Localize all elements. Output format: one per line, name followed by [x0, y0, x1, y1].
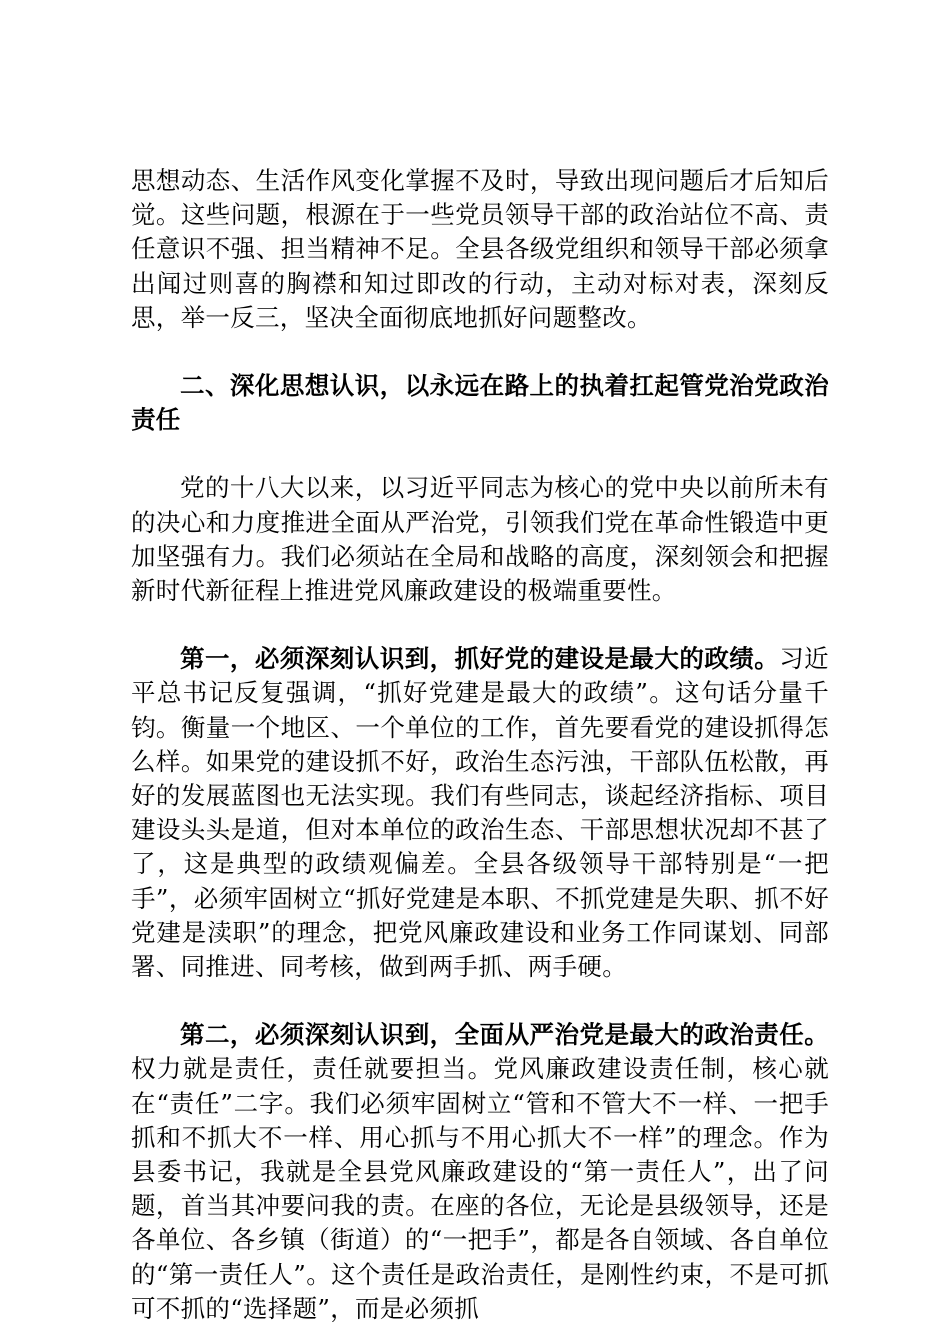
- first-point-body: 习近平总书记反复强调，“抓好党建是最大的政绩”。这句话分量千钧。衡量一个地区、一个单位的工作，首先要看党的建设抓得怎么样。如果党的建设抓不好，政治生态污浊，干部队伍松散，再好的发展蓝图也无法实现。我们有些同志，谈起经济指标、项目建设头头是道，但对本单位的政治生态、干部思想状况却不甚了了，这是典型的政绩观偏差。全县各级领导干部特别是“一把手”，必须牢固树立“抓好党建是本职、不抓党建是失职、抓不好党建是渎职”的理念，把党风廉政建设和业务工作同谋划、同部署、同推进、同考核，做到两手抓、两手硬。: [131, 644, 829, 982]
- second-point-body: 权力就是责任，责任就要担当。党风廉政建设责任制，核心就在“责任”二字。我们必须牢固树立“管和不管大不一样、一把手抓和不抓大不一样、用心抓与不用心抓大不一样”的理念。作为县委书记，我就是全县党风廉政建设的“第一责任人”，出了问题，首当其冲要问我的责。在座的各位，无论是县级领导，还是各单位、各乡镇（街道）的“一把手”，都是各自领域、各自单位的“第一责任人”。这个责任是政治责任，是刚性约束，不是可抓可不抓的“选择题”，而是必须抓: [131, 1054, 829, 1323]
- paragraph-first-point: [131, 642, 829, 984]
- first-point-lead: 第一，必须深刻认识到，抓好党的建设是最大的政绩。: [180, 644, 780, 674]
- paragraph-second-point: [131, 1018, 829, 1326]
- paragraph-continuation: 思想动态、生活作风变化掌握不及时，导致出现问题后才后知后觉。这些问题，根源在于一些党员领导干部的政治站位不高、责任意识不强、担当精神不足。全县各级党组织和领导干部必须拿出闻过则喜的胸襟和知过即改的行动，主动对标对表，深刻反思，举一反三，坚决全面彻底地抓好问题整改。: [131, 166, 829, 332]
- second-point-lead: 第二，必须深刻认识到，全面从严治党是最大的政治责任。: [180, 1020, 829, 1050]
- document-body: [131, 164, 829, 1326]
- section-heading: 二、深化思想认识，以永远在路上的执着扛起管党治党政治责任: [131, 371, 829, 435]
- paragraph-intro: 党的十八大以来，以习近平同志为核心的党中央以前所未有的决心和力度推进全面从严治党，引领我们党在革命性锻造中更加坚强有力。我们必须站在全局和战略的高度，深刻领会和把握新时代新征程上推进党风廉政建设的极端重要性。: [131, 473, 829, 606]
